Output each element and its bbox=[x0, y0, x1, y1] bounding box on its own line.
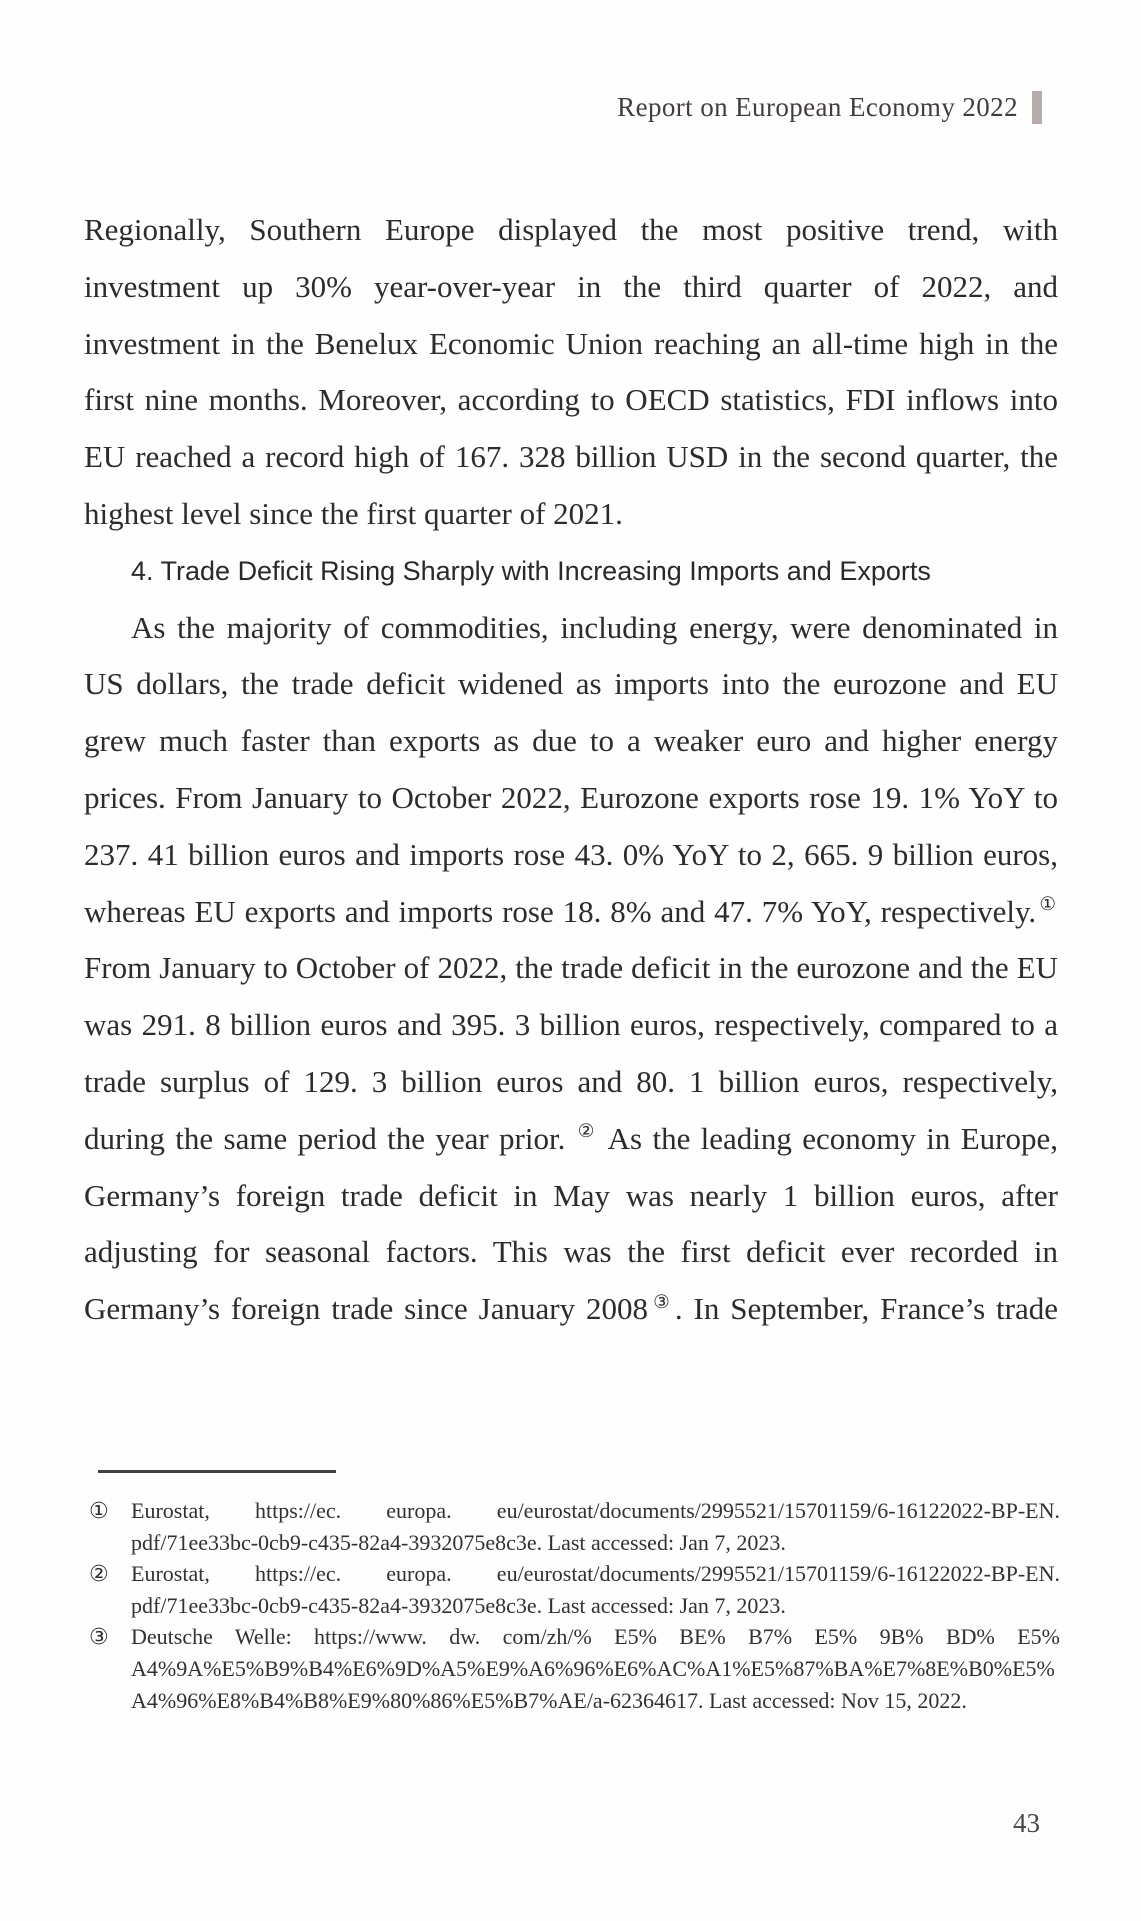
footnote-ref-2: ② bbox=[577, 1121, 597, 1143]
footnote-ref-1: ① bbox=[1038, 894, 1057, 916]
footnote-item bbox=[84, 1621, 1060, 1716]
footnote-text: Deutsche Welle: https://www. dw. com/zh/% E5% BE% B7% E5% 9B% BD% E5% A4%9A%E5%B9%B4%E6%9D%A5%E9%A6%96%E6%AC%A1%E5%87%BA%E7%8E%B0%E5%A4%96%E8%B4%B8%E9%80%86%E5%B7%AE/a-62364617. Last accessed: Nov 15, 2022. bbox=[131, 1624, 1060, 1713]
header-title: Report on European Economy 2022 bbox=[617, 91, 1018, 122]
paragraph-1: Regionally, Southern Europe displayed the most positive trend, with investment up 30% year-over-year in the third quarter of 2022, and investment in the Benelux Economic Union reaching an all-time high in the first nine months. Moreover, according to OECD statistics, FDI inflows into EU reached a record high of 167. 328 billion USD in the second quarter, the highest level since the first quarter of 2021. bbox=[84, 212, 1058, 531]
paragraph-2-part-3: As the leading economy in Europe, Germany’s foreign trade deficit in May was nearly 1 billion euros, after adjusting for seasonal factors. This was the first deficit ever recorded in Germany’s foreign trade since January 2008 bbox=[84, 1120, 1059, 1327]
footnote-marker: ② bbox=[89, 1561, 109, 1587]
header-bar bbox=[1032, 91, 1042, 124]
page-header bbox=[0, 90, 1042, 124]
paragraph-2-part-1: As the majority of commodities, including energy, were denominated in US dollars, the trade deficit widened as imports into the eurozone and EU grew much faster than exports as due to a weaker euro and higher energy prices. From January to October 2022, Eurozone exports rose 19. 1% YoY to 237. 41 billion euros and imports rose 43. 0% YoY to 2, 665. 9 billion euros, whereas EU exports and imports rose 18. 8% and 47. 7% YoY, respectively. bbox=[84, 609, 1058, 929]
footnote-item bbox=[84, 1558, 1060, 1621]
paragraph-2 bbox=[84, 600, 1058, 1338]
footnote-item bbox=[84, 1495, 1060, 1558]
paragraph-2-part-2: From January to October of 2022, the trade deficit in the eurozone and the EU was 291. 8 billion euros and 395. 3 billion euros, respectively, compared to a trade surplus of 129. 3 billion euros and 80. 1 billion euros, respectively, during the same period the year prior. bbox=[84, 950, 1058, 1156]
body-text bbox=[84, 202, 1058, 1338]
paragraph-2-part-4: . In September, France’s trade bbox=[674, 1291, 1059, 1327]
footnote-text: Eurostat, https://ec. europa. eu/eurostat/documents/2995521/15701159/6-16122022-BP-EN. pdf/71ee33bc-0cb9-c435-82a4-3932075e8c3e. Last accessed: Jan 7, 2023. bbox=[131, 1498, 1060, 1555]
footnote-marker: ① bbox=[89, 1498, 109, 1523]
page-number: 43 bbox=[1013, 1808, 1040, 1838]
footnote-text: Eurostat, https://ec. europa. eu/eurostat/documents/2995521/15701159/6-16122022-BP-EN. pdf/71ee33bc-0cb9-c435-82a4-3932075e8c3e. Last accessed: Jan 7, 2023. bbox=[131, 1561, 1060, 1618]
footnote-marker: ③ bbox=[89, 1624, 109, 1650]
footnote-separator bbox=[98, 1470, 336, 1473]
footnotes bbox=[84, 1495, 1060, 1716]
footnote-ref-3: ③ bbox=[649, 1291, 673, 1313]
section-heading: 4. Trade Deficit Rising Sharply with Increasing Imports and Exports bbox=[131, 555, 931, 586]
